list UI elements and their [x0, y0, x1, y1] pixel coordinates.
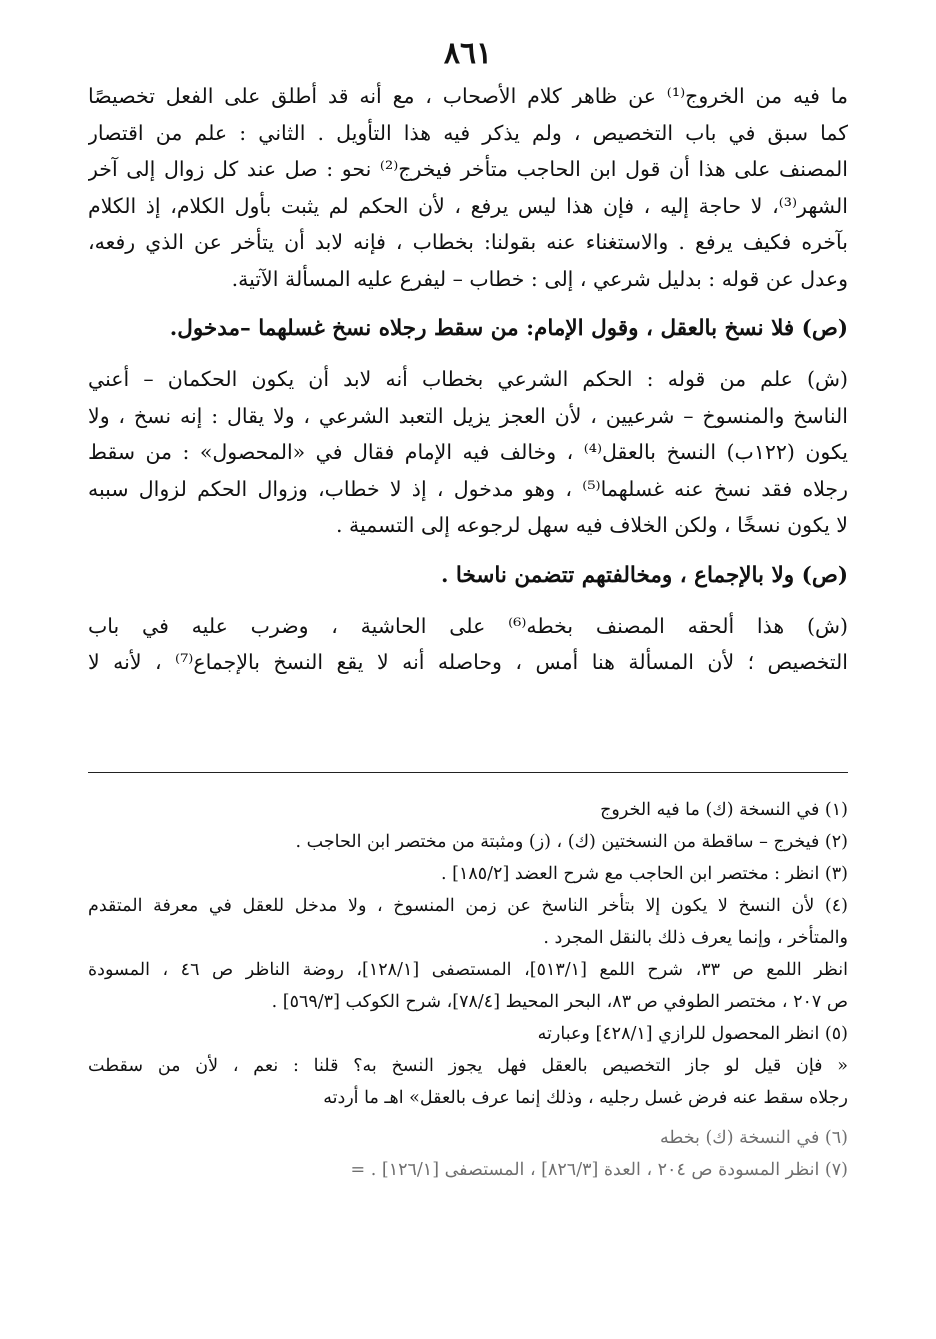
footnote-6: (٦) في النسخة (ك) بخطه [659, 1128, 848, 1148]
text-line: يكون (١٢٢ب) النسخ بالعقل⁽⁴⁾ ، وخالف فيه الإمام فقال في «المحصول» : من سقط [88, 440, 848, 464]
footnote-5-quote-cont: رجلاه سقط عنه فرض غسل رجليه ، وذلك إنما عرف بالعقل» اهـ ما أردته [323, 1088, 848, 1108]
text-line: التخصيص ؛ لأن المسألة هنا أمس ، وحاصله أنه لا يقع النسخ بالإجماع⁽⁷⁾ ، لأنه لا [88, 650, 848, 674]
footnote-1: (١) في النسخة (ك) ما فيه الخروج [600, 800, 848, 820]
footnote-4-cont: والمتأخر ، وإنما يعرف ذلك بالنقل المجرد . [543, 928, 848, 948]
text-line: وعدل عن قوله : بدليل شرعي ، إلى : خطاب – ليفرع عليه المسألة الآتية. [231, 266, 848, 291]
matn-heading-1: (ص) فلا نسخ بالعقل ، وقول الإمام: من سقط رجلاه نسخ غسلهما –مدخول. [169, 316, 848, 341]
text-line: (ش) علم من قوله : الحكم الشرعي بخطاب أنه لابد أن يكون الحكمان – أعني [88, 367, 848, 391]
text-line: بآخره فكيف يرفع . والاستغناء عنه بقولنا: بخطاب ، فإنه لابد أن يتأخر عن الذي رفعه، [88, 230, 848, 254]
text-line: المصنف على هذا أن قول ابن الحاجب متأخر فيخرج⁽²⁾ نحو : صل عند كل زوال إلى آخر [88, 157, 848, 181]
footnote-4: (٤) لأن النسخ لا يكون إلا بتأخر الناسخ عن زمن المنسوخ ، ولا مدخل للعقل في معرفة المتقدم [88, 896, 848, 916]
text-line: كما سبق في باب التخصيص ، ولم يذكر فيه هذا التأويل . الثاني : علم من اقتصار [88, 120, 848, 145]
footnote-3: (٣) انظر : مختصر ابن الحاجب مع شرح العضد [١٨٥/٢] . [440, 864, 848, 884]
text-line: رجلاه فقد نسخ عنه غسلهما⁽⁵⁾ ، وهو مدخول ، إذ لا خطاب، وزوال الحكم لزوال سببه [88, 476, 848, 501]
footnote-5-quote: « فإن قيل لو جاز التخصيص بالعقل فهل يجوز النسخ به؟ قلنا : نعم ، لأن من سقطت [88, 1056, 848, 1076]
text-line: الشهر⁽³⁾، لا حاجة إليه ، فإن هذا ليس يرفع ، لأن الحكم لم يثبت بأول الكلام، إذ الكلام [88, 193, 848, 218]
text-line: ما فيه من الخروج⁽¹⁾ عن ظاهر كلام الأصحاب ، مع أنه قد أطلق على الفعل تخصيصًا [88, 84, 848, 108]
footnote-4-refs-cont: ص ٢٠٧ ، مختصر الطوفي ص ٨٣، البحر المحيط [٧٨/٤]، شرح الكوكب [٥٦٩/٣] . [271, 992, 848, 1012]
footnote-7: (٧) انظر المسودة ص ٢٠٤ ، العدة [٨٢٦/٣] ، المستصفى [١٢٦/١] . = [350, 1160, 848, 1180]
text-line: (ش) هذا ألحقه المصنف بخطه⁽⁶⁾ على الحاشية ، وضرب عليه في باب [88, 613, 848, 638]
matn-heading-2: (ص) ولا بالإجماع ، ومخالفتهم تتضمن ناسخا . [440, 562, 848, 588]
footnote-5: (٥) انظر المحصول للرازي [٤٢٨/١] وعبارته [537, 1024, 848, 1044]
main-text [88, 78, 848, 681]
footnote-2: (٢) فيخرج – ساقطة من النسختين (ك) ، (ز) ومثبتة من مختصر ابن الحاجب . [295, 832, 848, 852]
footnote-divider [88, 772, 848, 773]
page-number: ٨٦١ [443, 36, 493, 71]
footnotes [88, 794, 848, 1186]
footnote-4-refs: انظر اللمع ص ٣٣، شرح اللمع [٥١٣/١]، المستصفى [١٢٨/١]، روضة الناظر ص ٤٦ ، المسودة [88, 960, 848, 980]
text-line: الناسخ والمنسوخ – شرعيين ، لأن العجز يزيل التعبد الشرعي ، ولا يقال : إنه نسخ ، ولا [88, 403, 848, 428]
text-line: لا يكون نسخًا ، ولكن الخلاف فيه سهل لرجوعه إلى التسمية . [335, 513, 848, 537]
